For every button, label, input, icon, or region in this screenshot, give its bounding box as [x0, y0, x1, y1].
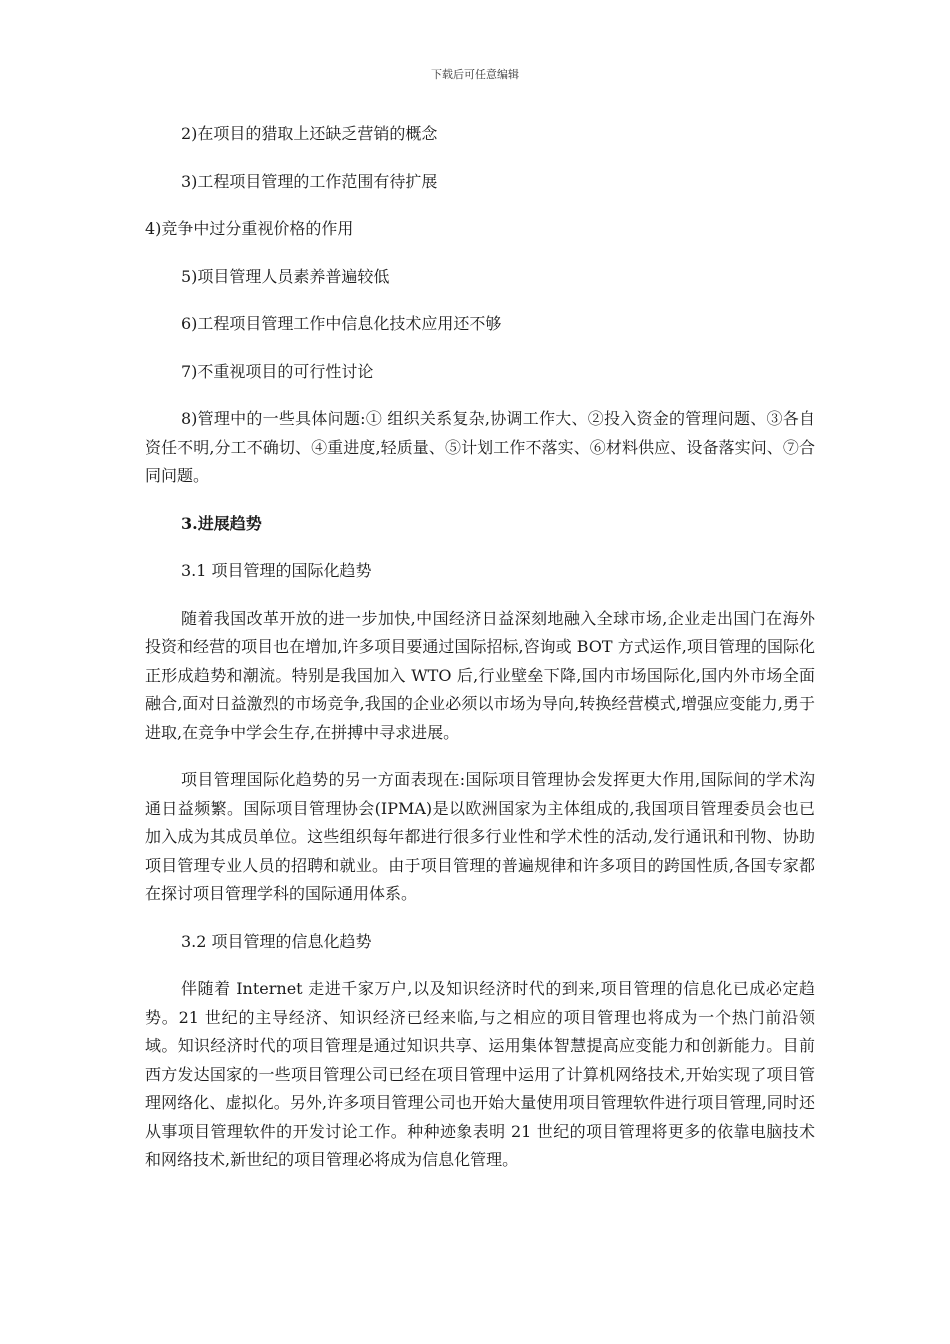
paragraph-3-1-a: 随着我国改革开放的进一步加快,中国经济日益深刻地融入全球市场,企业走出国门在海外投资和经营的项目也在增加,许多项目要通过国际招标,咨询或 BOT 方式运作,项目管理的国际化正形成趋势和潮流。特别是我国加入 WTO 后,行业壁垒下降,国内市场国际化,国内外市场全面融合,面对日益激烈的市场竞争,我国的企业必须以市场为导向,转换经营模式,增强应变能力,勇于进取,在竞争中学会生存,在拼搏中寻求进展。 — [145, 608, 815, 742]
list-item: 3)工程项目管理的工作范围有待扩展 — [181, 171, 438, 191]
paragraph-3-2: 伴随着 Internet 走进千家万户,以及知识经济时代的到来,项目管理的信息化已成必定趋势。21 世纪的主导经济、知识经济已经来临,与之相应的项目管理也将成为一个热门前沿领域。知识经济时代的项目管理是通过知识共享、运用集体智慧提高应变能力和创新能力。目前西方发达国家的一些项目管理公司已经在项目管理中运用了计算机网络技术,开始实现了项目管理网络化、虚拟化。另外,许多项目管理公司也开始大量使用项目管理软件进行项目管理,同时还从事项目管理软件的开发讨论工作。种种迹象表明 21 世纪的项目管理将更多的依靠电脑技术和网络技术,新世纪的项目管理必将成为信息化管理。 — [145, 979, 815, 1169]
list-item: 5)项目管理人员素养普遍较低 — [181, 266, 390, 286]
paragraph-3-1-b: 项目管理国际化趋势的另一方面表现在:国际项目管理协会发挥更大作用,国际间的学术沟通日益频繁。国际项目管理协会(IPMA)是以欧洲国家为主体组成的,我国项目管理委员会也已加入成为其成员单位。这些组织每年都进行很多行业性和学术性的活动,发行通讯和刊物、协助项目管理专业人员的招聘和就业。由于项目管理的普遍规律和许多项目的跨国性质,各国专家都在探讨项目管理学科的国际通用体系。 — [145, 770, 815, 903]
subsection-heading-3-1: 3.1 项目管理的国际化趋势 — [181, 561, 372, 580]
list-item: 7)不重视项目的可行性讨论 — [181, 361, 374, 381]
page-header: 下载后可任意编辑 — [431, 68, 519, 81]
list-item: 6)工程项目管理工作中信息化技术应用还不够 — [181, 314, 502, 333]
list-item: 2)在项目的猎取上还缺乏营销的概念 — [181, 124, 438, 143]
subsection-heading-3-2: 3.2 项目管理的信息化趋势 — [181, 931, 372, 951]
section-heading: 3.进展趋势 — [181, 513, 262, 533]
list-item-8-paragraph: 8)管理中的一些具体问题:① 组织关系复杂,协调工作大、②投入资金的管理问题、③各自资任不明,分工不确切、④重进度,轻质量、⑤计划工作不落实、⑥材料供应、设备落实问、⑦合同问题。 — [145, 409, 815, 485]
list-item: 4)竞争中过分重视价格的作用 — [145, 219, 354, 238]
document-body — [145, 120, 815, 1194]
